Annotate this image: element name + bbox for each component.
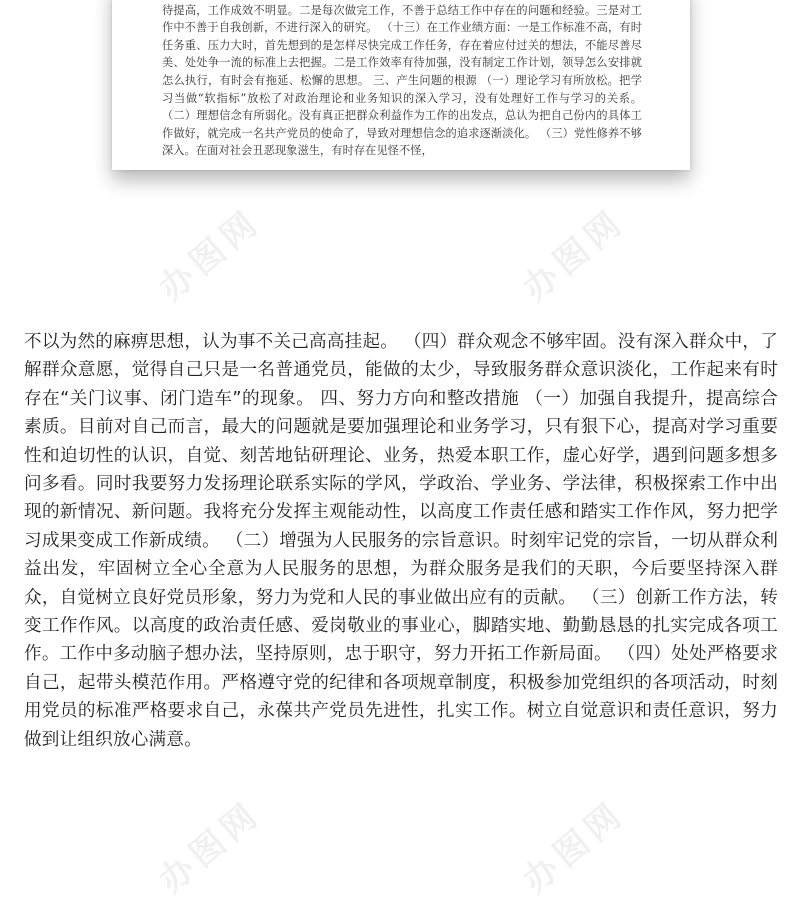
document-preview-card bbox=[112, 0, 690, 170]
body-paragraph: 不以为然的麻痹思想，认为事不关己高高挂起。 （四）群众观念不够牢固。没有深入群众中，了解群众意愿，觉得自己只是一名普通党员，能做的太少，导致服务群众意识淡化，工作起来有时存在“关门议事、闭门造车”的现象。 四、努力方向和整改措施 （一）加强自我提升，提高综合素质。目前对自己而言，最大的问题就是要加强理论和业务学习，只有狠下心，提高对学习重要性和迫切性的认识，自觉、刻苦地钻研理论、业务，热爱本职工作，虚心好学，遇到问题多想多问多看。同时我要努力发扬理论联系实际的学风，学政治、学业务、学法律，积极探索工作中出现的新情况、新问题。我将充分发挥主观能动性，以高度工作责任感和踏实工作作风，努力把学习成果变成工作新成绩。 （二）增强为人民服务的宗旨意识。时刻牢记党的宗旨，一切从群众利益出发，牢固树立全心全意为人民服务的思想，为群众服务是我们的天职，今后要坚持深入群众，自觉树立良好党员形象，努力为党和人民的事业做出应有的贡献。 （三）创新工作方法，转变工作作风。以高度的政治责任感、爱岗敬业的事业心，脚踏实地、勤勤恳恳的扎实完成各项工作。工作中多动脑子想办法，坚持原则，忠于职守，努力开拓工作新局面。 （四）处处严格要求自己，起带头模范作用。严格遵守党的纪律和各项规章制度，积极参加党组织的各项活动，时刻用党员的标准严格要求自己，永葆共产党员先进性，扎实工作。树立自觉意识和责任意识，努力做到让组织放心满意。 bbox=[24, 332, 778, 750]
watermark: 办图网 bbox=[151, 201, 270, 310]
watermark: 办图网 bbox=[515, 793, 634, 902]
watermark: 办图网 bbox=[515, 201, 634, 310]
document-preview-text: 待提高，工作成效不明显。二是每次做完工作，不善于总结工作中存在的问题和经验。三是对工作中不善于自我创新，不进行深入的研究。 （十三）在工作业绩方面：一是工作标准不高，有时任务重、压力大时，首先想到的是怎样尽快完成工作任务，存在着应付过关的想法，不能尽善尽美、处处争一流的标准上去把握。二是工作效率有待加强，没有制定工作计划，领导怎么安排就怎么执行，有时会有拖延、松懈的思想。 三、产生问题的根源 （一）理论学习有所放松。把学习当做“软指标”放松了对政治理论和业务知识的深入学习，没有处理好工作与学习的关系。 （二）理想信念有所弱化。没有真正把群众利益作为工作的出发点，总认为把自己份内的具体工作做好，就完成一名共产党员的使命了，导致对理想信念的追求逐渐淡化。 （三）党性修养不够深入。在面对社会丑恶现象滋生，有时存在见怪不怪， bbox=[162, 3, 642, 158]
watermark: 办图网 bbox=[151, 793, 270, 902]
